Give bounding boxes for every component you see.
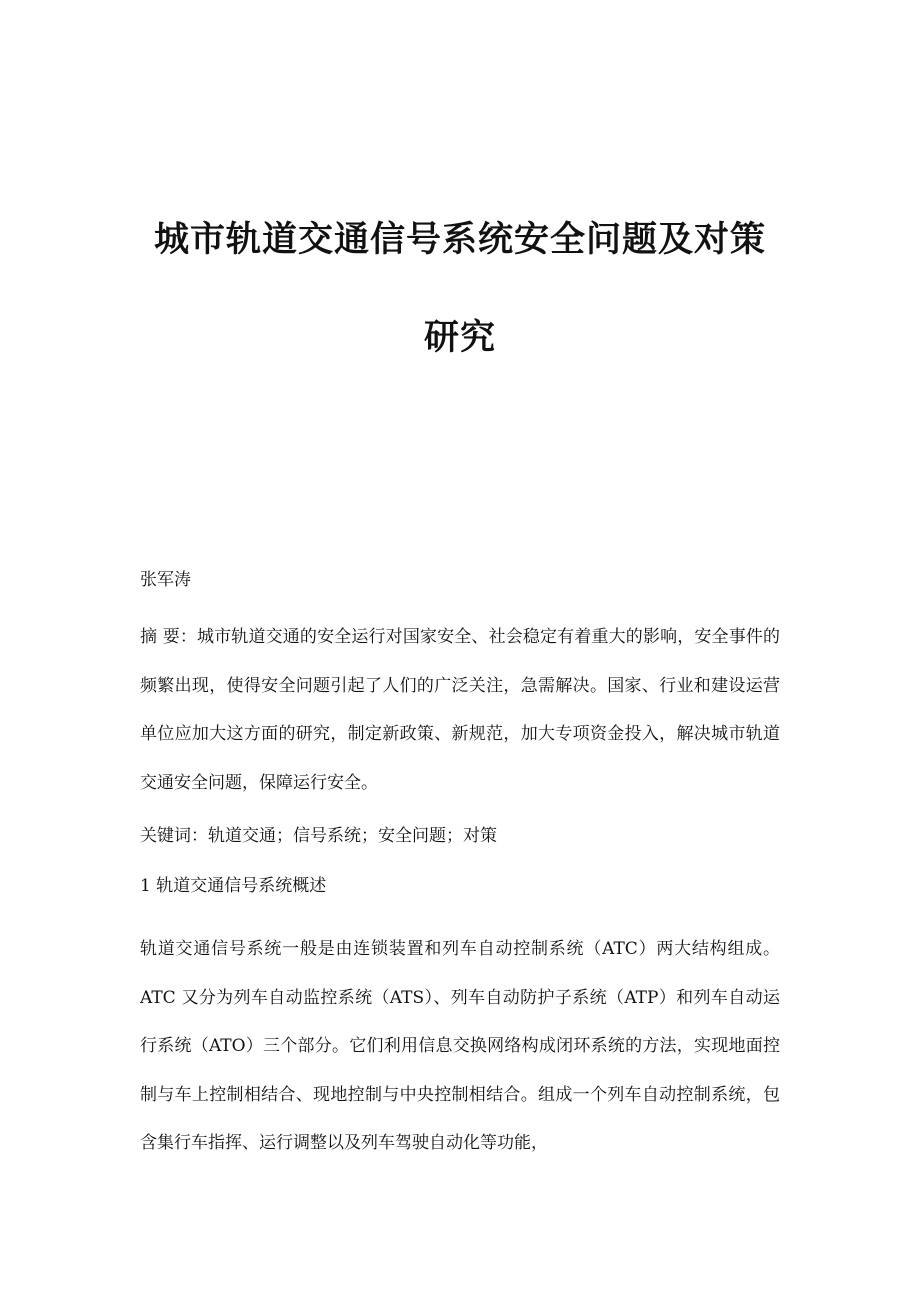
document-title-line-1: 城市轨道交通信号系统安全问题及对策: [153, 219, 766, 260]
abstract-paragraph: 摘 要：城市轨道交通的安全运行对国家安全、社会稳定有着重大的影响，安全事件的频繁出现，使得安全问题引起了人们的广泛关注，急需解决。国家、行业和建设运营单位应加大这方面的研究，制定新政策、新规范，加大专项资金投入，解决城市轨道交通安全问题，保障运行安全。: [140, 627, 780, 793]
keywords-line: 关键词：轨道交通；信号系统；安全问题；对策: [140, 826, 497, 846]
section-heading: 1 轨道交通信号系统概述: [140, 876, 327, 896]
author-name: 张军涛: [140, 570, 191, 590]
document-title-line-2: 研究: [423, 317, 496, 358]
body-paragraph: 轨道交通信号系统一般是由连锁装置和列车自动控制系统（ATC）两大结构组成。ATC 又分为列车自动监控系统（ATS）、列车自动防护子系统（ATP）和列车自动运行系统（ATO）三个部分。它们利用信息交换网络构成闭环系统的方法，实现地面控制与车上控制相结合、现地控制与中央控制相结合。组成一个列车自动控制系统，包含集行车指挥、运行调整以及列车驾驶自动化等功能，: [140, 939, 780, 1153]
